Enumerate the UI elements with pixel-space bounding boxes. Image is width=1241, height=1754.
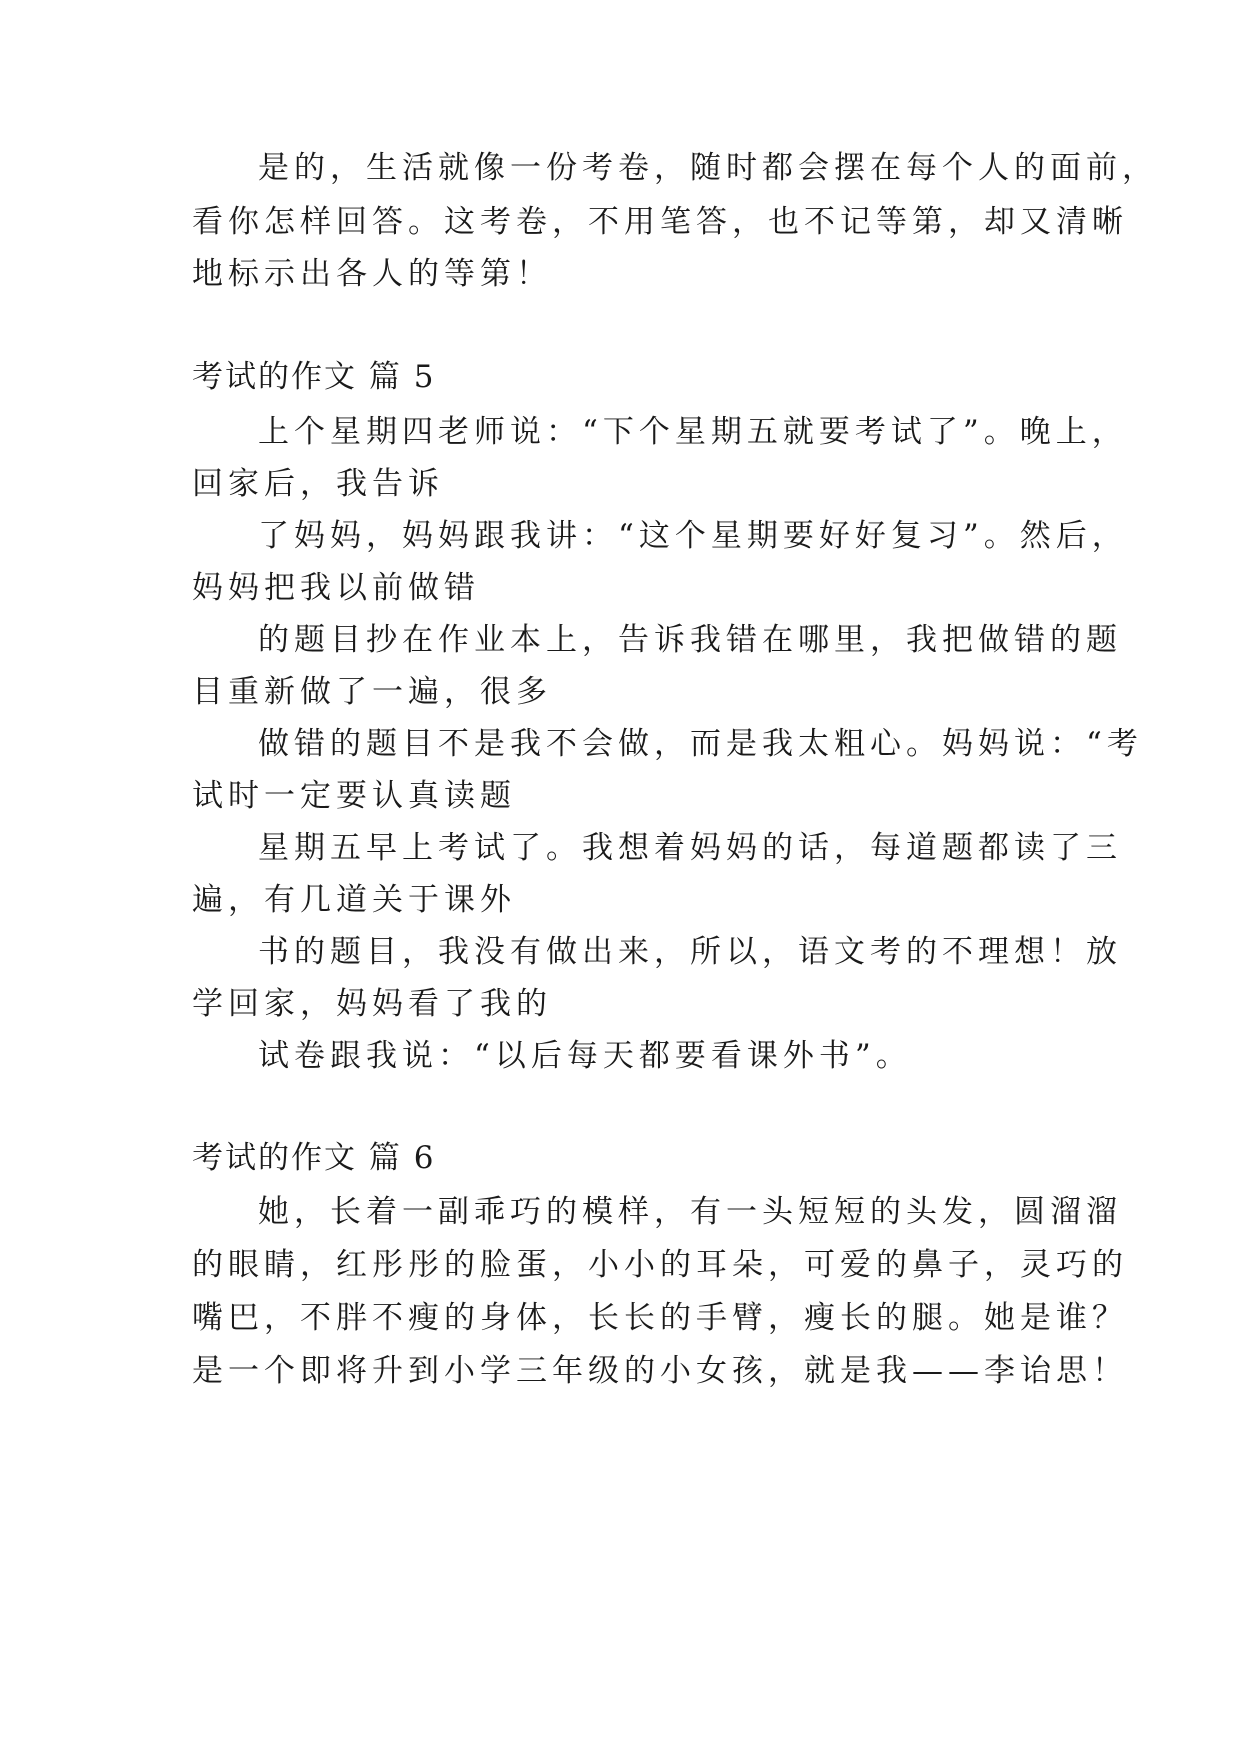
paragraph-line: 学回家，妈妈看了我的 — [192, 986, 552, 1022]
paragraph-line: 的眼睛，红彤彤的脸蛋，小小的耳朵，可爱的鼻子，灵巧的 — [192, 1247, 1128, 1283]
paragraph-line: 了妈妈，妈妈跟我讲：“这个星期要好好复习”。然后， — [258, 518, 1128, 554]
paragraph-line: 书的题目，我没有做出来，所以，语文考的不理想！放 — [258, 934, 1122, 970]
paragraph-line: 是一个即将升到小学三年级的小女孩，就是我——李诒思！ — [192, 1353, 1128, 1389]
section-title: 考试的作文 篇 5 — [192, 359, 436, 395]
paragraph-line: 她，长着一副乖巧的模样，有一头短短的头发，圆溜溜 — [258, 1194, 1122, 1230]
paragraph-line: 试卷跟我说：“以后每天都要看课外书”。 — [258, 1038, 912, 1074]
section-title: 考试的作文 篇 6 — [192, 1140, 436, 1176]
paragraph-line: 做错的题目不是我不会做，而是我太粗心。妈妈说：“考 — [258, 726, 1143, 762]
paragraph-line: 遍，有几道关于课外 — [192, 882, 516, 918]
paragraph-line: 上个星期四老师说：“下个星期五就要考试了”。晚上， — [258, 414, 1128, 450]
paragraph-line: 是的，生活就像一份考卷，随时都会摆在每个人的面前， — [258, 150, 1158, 186]
paragraph-line: 地标示出各人的等第！ — [192, 256, 552, 292]
paragraph-line: 看你怎样回答。这考卷，不用笔答，也不记等第，却又清晰 — [192, 204, 1128, 240]
paragraph-line: 星期五早上考试了。我想着妈妈的话，每道题都读了三 — [258, 830, 1122, 866]
paragraph-line: 试时一定要认真读题 — [192, 778, 516, 814]
paragraph-line: 目重新做了一遍，很多 — [192, 674, 552, 710]
paragraph-line: 嘴巴，不胖不瘦的身体，长长的手臂，瘦长的腿。她是谁？ — [192, 1300, 1128, 1336]
paragraph-line: 妈妈把我以前做错 — [192, 570, 480, 606]
paragraph-line: 回家后，我告诉 — [192, 466, 444, 502]
paragraph-line: 的题目抄在作业本上，告诉我错在哪里，我把做错的题 — [258, 622, 1122, 658]
